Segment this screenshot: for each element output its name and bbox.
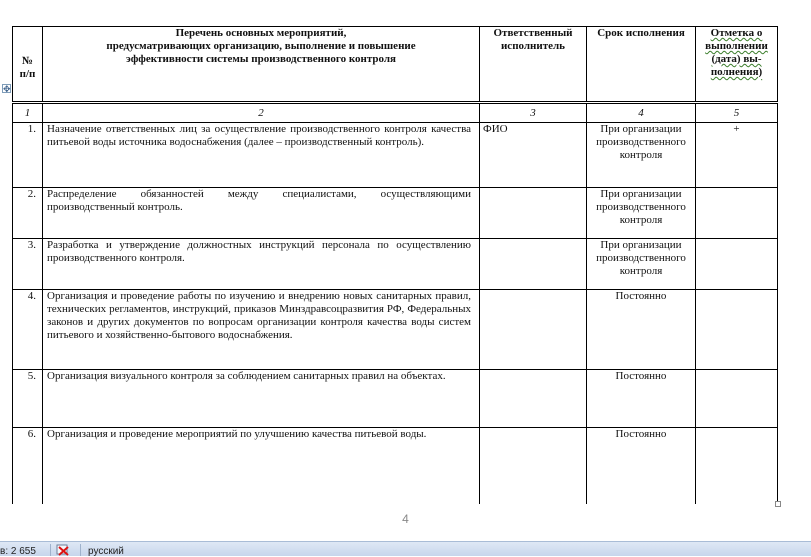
table-resize-handle[interactable] xyxy=(775,501,781,507)
spellcheck-error-icon[interactable] xyxy=(56,544,70,556)
language-indicator[interactable]: русский xyxy=(88,546,124,557)
table-row xyxy=(13,188,778,239)
row-mark[interactable] xyxy=(696,428,778,504)
header-title: Перечень основных мероприятий, предусматривающих организацию, выполнение и повышение эффективности системы производственного контроля xyxy=(43,27,480,103)
column-number: 1 xyxy=(13,103,43,123)
table-row xyxy=(13,123,778,188)
row-deadline[interactable]: Постоянно xyxy=(587,428,696,504)
row-mark[interactable] xyxy=(696,370,778,428)
row-deadline[interactable]: Постоянно xyxy=(587,290,696,370)
header-num: № п/п xyxy=(13,27,43,103)
column-number: 3 xyxy=(480,103,587,123)
table-row xyxy=(13,239,778,290)
row-responsible[interactable] xyxy=(480,239,587,290)
status-separator xyxy=(50,544,51,556)
row-measure-text[interactable]: Распределение обязанностей между специалистами, осуществляющими производственный контроль. xyxy=(43,188,480,239)
status-bar xyxy=(0,541,811,556)
status-separator xyxy=(80,544,81,556)
column-number: 5 xyxy=(696,103,778,123)
row-measure-text[interactable]: Разработка и утверждение должностных инструкций персонала по осуществлению производственного контроля. xyxy=(43,239,480,290)
row-mark[interactable] xyxy=(696,290,778,370)
header-mark: Отметка о выполнении (дата) вы- полнения) xyxy=(696,27,778,103)
header-responsible: Ответственный исполнитель xyxy=(480,27,587,103)
row-mark[interactable]: + xyxy=(696,123,778,188)
row-mark[interactable] xyxy=(696,239,778,290)
row-measure-text[interactable]: Организация и проведение работы по изучению и внедрению новых санитарных правил, технических регламентов, инструкций, приказов Минздравсоцразвития РФ, Федеральных законов и других документов по вопросам организации контроля качества воды систем питьевого и хозяйственно-бытового водоснабжения. xyxy=(43,290,480,370)
table-move-handle-icon[interactable]: ✥ xyxy=(3,84,11,94)
column-number-row xyxy=(13,103,778,123)
row-responsible[interactable] xyxy=(480,290,587,370)
row-number: 2. xyxy=(13,188,43,239)
table-header-row xyxy=(13,27,778,103)
column-number: 2 xyxy=(43,103,480,123)
header-deadline: Срок исполнения xyxy=(587,27,696,103)
row-mark[interactable] xyxy=(696,188,778,239)
table-row xyxy=(13,370,778,428)
column-number: 4 xyxy=(587,103,696,123)
row-measure-text[interactable]: Назначение ответственных лиц за осуществление производственного контроля качества питьевой воды источника водоснабжения (далее – производственный контроль). xyxy=(43,123,480,188)
row-responsible[interactable] xyxy=(480,370,587,428)
row-number: 1. xyxy=(13,123,43,188)
word-count[interactable]: в: 2 655 xyxy=(0,546,36,557)
page-number: 4 xyxy=(402,512,409,526)
row-deadline[interactable]: При организации производственного контроля xyxy=(587,239,696,290)
row-number: 4. xyxy=(13,290,43,370)
row-deadline[interactable]: При организации производственного контроля xyxy=(587,123,696,188)
table-row xyxy=(13,290,778,370)
row-number: 3. xyxy=(13,239,43,290)
table-row xyxy=(13,428,778,504)
row-deadline[interactable]: При организации производственного контроля xyxy=(587,188,696,239)
row-number: 6. xyxy=(13,428,43,504)
row-responsible[interactable] xyxy=(480,428,587,504)
row-measure-text[interactable]: Организация и проведение мероприятий по улучшению качества питьевой воды. xyxy=(43,428,480,504)
row-measure-text[interactable]: Организация визуального контроля за соблюдением санитарных правил на объектах. xyxy=(43,370,480,428)
measures-table xyxy=(12,26,778,504)
row-responsible[interactable]: ФИО xyxy=(480,123,587,188)
row-deadline[interactable]: Постоянно xyxy=(587,370,696,428)
row-responsible[interactable] xyxy=(480,188,587,239)
row-number: 5. xyxy=(13,370,43,428)
